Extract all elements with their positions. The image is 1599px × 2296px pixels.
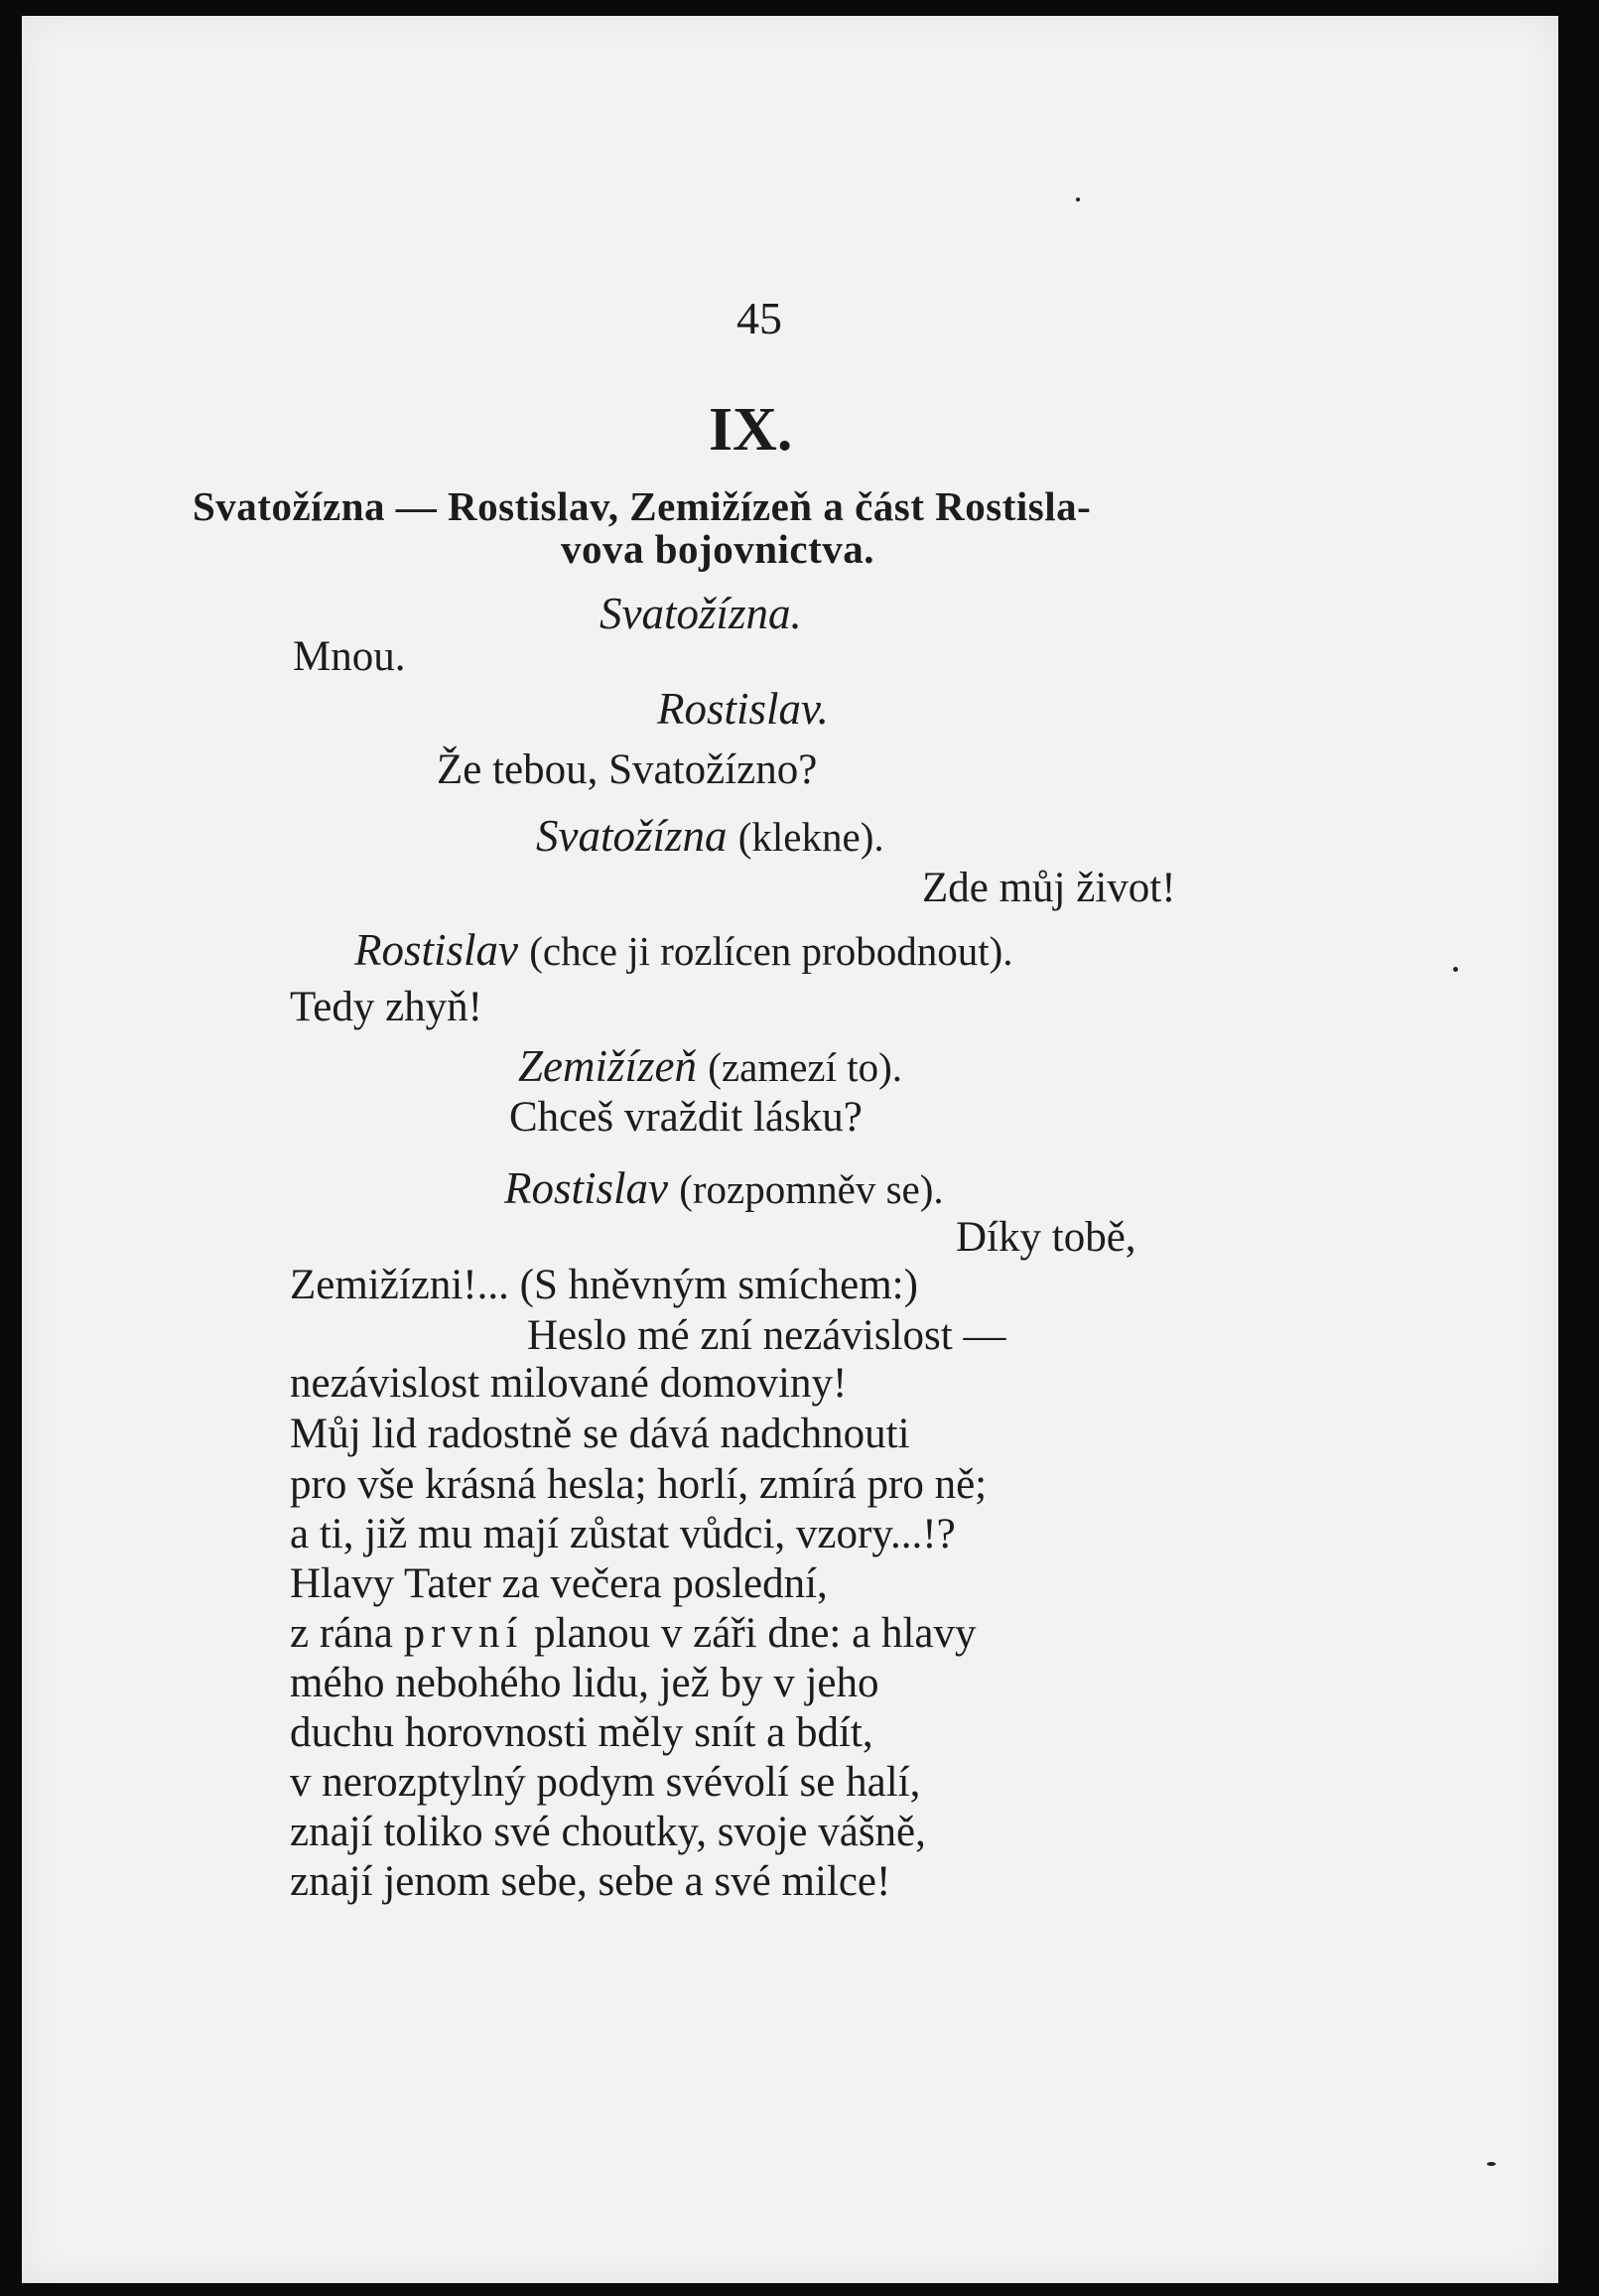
stage-direction: (rozpomněv se). (679, 1166, 944, 1212)
scene-heading-line-1: Svatožízna — Rostislav, Zemižízeň a část Rostisla- (193, 483, 1092, 529)
verse-line: a ti, již mu mají zůstat vůdci, vzory...!? (290, 1511, 956, 1557)
chapter-heading: IX. (709, 396, 793, 464)
speaker-name: Svatožízna (536, 811, 728, 861)
stage-direction: (chce ji rozlícen probodnout). (529, 928, 1013, 974)
scan-speck (1453, 967, 1458, 972)
speaker-rostislav (504, 1162, 944, 1214)
scene-heading-line-2: vova bojovnictva. (561, 526, 874, 572)
verse-fragment: planou v záři dne: a hlavy (534, 1610, 977, 1657)
verse-line: mého nebohého lidu, jež by v jeho (290, 1660, 879, 1706)
speaker-zemizizen (518, 1040, 902, 1092)
verse-line: Že tebou, Svatožízno? (437, 746, 818, 793)
verse-line: Tedy zhyň! (290, 984, 483, 1030)
speaker-name: Zemižízeň (518, 1041, 697, 1091)
verse-line: Díky tobě, (956, 1214, 1136, 1261)
speaker-rostislav (354, 924, 1013, 976)
page-number: 45 (736, 293, 782, 343)
speaker-name: Rostislav (504, 1163, 668, 1213)
scan-speck (1076, 198, 1080, 202)
verse-fragment: z rána (290, 1610, 393, 1657)
verse-line: v nerozptylný podym svévolí se halí, (290, 1759, 921, 1806)
verse-line: pro vše krásná hesla; horlí, zmírá pro ně; (290, 1461, 988, 1508)
speaker-rostislav: Rostislav. (657, 684, 829, 734)
verse-line (290, 1612, 976, 1655)
verse-line: Můj lid radostně se dává nadchnouti (290, 1411, 910, 1457)
verse-line: Hlavy Tater za večera poslední, (290, 1560, 828, 1607)
verse-line: Zde můj život! (922, 865, 1176, 911)
verse-line: Heslo mé zní nezávislost — (527, 1312, 1006, 1359)
verse-line: Zemižízni!... (S hněvným smíchem:) (290, 1262, 918, 1308)
verse-line: nezávislost milované domoviny! (290, 1360, 848, 1407)
verse-line: duchu horovnosti měly snít a bdít, (290, 1709, 873, 1756)
book-page (22, 16, 1558, 2283)
stage-direction: (klekne). (737, 814, 884, 860)
emphasized-word: první (403, 1610, 524, 1657)
speaker-svatozizna (536, 810, 884, 862)
speaker-svatozizna: Svatožízna. (600, 589, 802, 638)
scan-speck (1487, 2162, 1496, 2166)
speaker-name: Rostislav (354, 925, 518, 975)
verse-line: Chceš vraždit lásku? (509, 1094, 863, 1141)
verse-line: znají jenom sebe, sebe a své milce! (290, 1858, 891, 1905)
stage-direction: (zamezí to). (708, 1044, 903, 1090)
verse-line: znají toliko své choutky, svoje vášně, (290, 1809, 926, 1855)
verse-line: Mnou. (293, 633, 406, 680)
